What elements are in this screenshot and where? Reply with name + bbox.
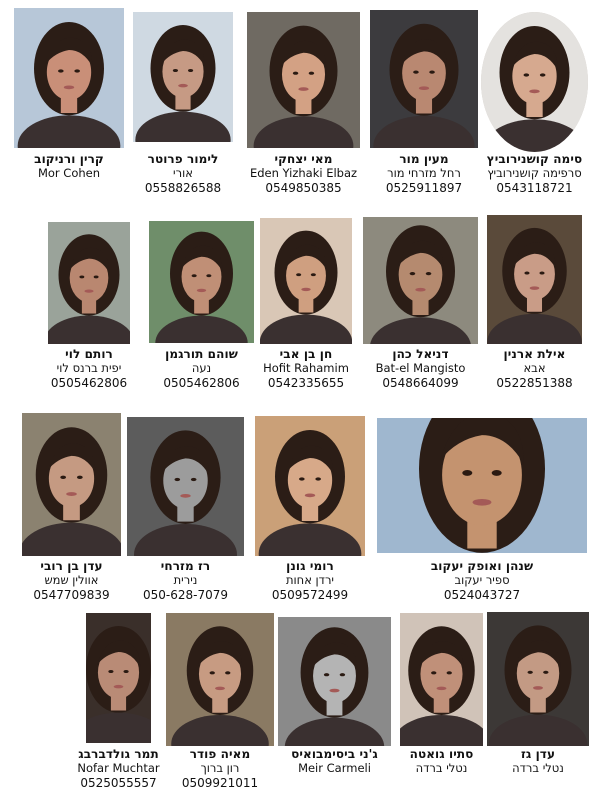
relative-name: נטלי ברדה — [477, 761, 599, 775]
person-caption — [117, 559, 254, 607]
person-name: דניאל כהן — [353, 347, 488, 361]
person-photo — [133, 12, 233, 142]
person-caption — [360, 152, 488, 200]
phone-number[interactable]: 0509921011 — [156, 776, 284, 790]
phone-number[interactable]: 0547709839 — [12, 588, 132, 602]
person-name: שוהם תורגמן — [139, 347, 264, 361]
portrait-graphic — [86, 613, 151, 743]
person-photo — [481, 12, 588, 152]
person-photo — [487, 215, 582, 344]
person-name: רז מזרחי — [117, 559, 254, 573]
portrait-graphic — [133, 12, 233, 142]
phone-number[interactable]: 0525055557 — [59, 776, 179, 790]
person-name: לימור פרוטר — [123, 152, 243, 166]
relative-name: סרפימה קושנירוביץ — [471, 166, 598, 180]
phone-number[interactable]: 0543118721 — [471, 181, 598, 195]
phone-number[interactable]: 050-628-7079 — [117, 588, 254, 602]
portrait-graphic — [255, 416, 365, 556]
portrait-graphic — [247, 12, 360, 148]
person-name: ג'ני ביסימבואיס — [268, 747, 401, 761]
person-photo — [260, 218, 352, 344]
portrait-graphic — [487, 612, 589, 746]
relative-name: ספיר יעקוב — [367, 573, 597, 587]
person-photo — [255, 416, 365, 556]
phone-number[interactable]: 0509572499 — [245, 588, 375, 602]
relative-name: ירדן אחות — [245, 573, 375, 587]
person-photo — [363, 217, 478, 344]
person-name: שנהן ואופק יעקוב — [367, 559, 597, 573]
portrait-graphic — [48, 222, 130, 344]
person-name: אילת ארנין — [475, 347, 595, 361]
relative-name: Nofar Muchtar — [59, 761, 179, 775]
portrait-graphic — [370, 10, 478, 148]
person-name: חן בן אבי — [246, 347, 366, 361]
person-caption — [245, 559, 375, 607]
person-caption — [477, 747, 599, 795]
person-name: רומי גונן — [245, 559, 375, 573]
person-name: עדן גז — [477, 747, 599, 761]
phone-number[interactable]: 0525911897 — [360, 181, 488, 195]
relative-name: Hofit Rahamim — [246, 361, 366, 375]
person-caption — [4, 152, 134, 200]
person-photo — [400, 613, 483, 746]
person-caption — [123, 152, 243, 200]
person-photo — [247, 12, 360, 148]
person-caption — [471, 152, 598, 200]
person-photo — [14, 8, 124, 148]
portrait-graphic — [487, 215, 582, 344]
person-name: עדן בן רובי — [12, 559, 132, 573]
portrait-graphic — [260, 218, 352, 344]
phone-number[interactable]: 0522851388 — [475, 376, 595, 390]
person-caption — [29, 347, 149, 395]
portrait-graphic — [278, 617, 391, 746]
relative-name: אבא — [475, 361, 595, 375]
portrait-graphic — [166, 613, 274, 746]
relative-name: נירית — [117, 573, 254, 587]
portrait-graphic — [363, 217, 478, 344]
relative-name: Mor Cohen — [4, 166, 134, 180]
phone-number[interactable]: 0548664099 — [353, 376, 488, 390]
person-name: סימה קושנירוביץ — [471, 152, 598, 166]
portrait-graphic — [127, 417, 244, 556]
person-name: קרין ורניקוב — [4, 152, 134, 166]
phone-number[interactable]: 0549850385 — [237, 181, 370, 195]
phone-number[interactable]: 0524043727 — [367, 588, 597, 602]
person-caption — [246, 347, 366, 395]
person-name: מעין מור — [360, 152, 488, 166]
relative-name: אוולין שמש — [12, 573, 132, 587]
person-photo — [370, 10, 478, 148]
relative-name: אורי — [123, 166, 243, 180]
person-photo — [48, 222, 130, 344]
person-caption — [353, 347, 488, 395]
person-caption — [475, 347, 595, 395]
person-photo — [278, 617, 391, 746]
phone-number[interactable]: 0542335655 — [246, 376, 366, 390]
relative-name: רחל מזרחי מור — [360, 166, 488, 180]
person-photo — [166, 613, 274, 746]
phone-number[interactable]: 0558826588 — [123, 181, 243, 195]
person-caption — [156, 747, 284, 795]
person-photo — [127, 417, 244, 556]
person-photo — [149, 221, 254, 343]
portrait-graphic — [400, 613, 483, 746]
relative-name: Bat-el Mangisto — [353, 361, 488, 375]
person-caption — [237, 152, 370, 200]
relative-name: Eden Yizhaki Elbaz — [237, 166, 370, 180]
relative-name: נעה — [139, 361, 264, 375]
phone-number[interactable]: 0505462806 — [139, 376, 264, 390]
relative-name: יפית ברנס לוי — [29, 361, 149, 375]
portrait-graphic — [22, 413, 121, 556]
person-photo — [86, 613, 151, 743]
person-name: מאי יצחקי — [237, 152, 370, 166]
person-name: מאיה פודר — [156, 747, 284, 761]
person-caption — [12, 559, 132, 607]
person-name: רותם לוי — [29, 347, 149, 361]
relative-name: Meir Carmeli — [268, 761, 401, 775]
portrait-graphic — [14, 8, 124, 148]
person-name: סתיו גואטה — [382, 747, 502, 761]
person-photo — [377, 418, 587, 553]
person-name: תמר גולדברבג — [59, 747, 179, 761]
person-photo — [487, 612, 589, 746]
relative-name: נטלי ברדה — [382, 761, 502, 775]
phone-number[interactable]: 0505462806 — [29, 376, 149, 390]
person-caption — [367, 559, 597, 607]
portrait-graphic — [481, 12, 588, 152]
relative-name: רון ברוך — [156, 761, 284, 775]
person-photo — [22, 413, 121, 556]
portrait-graphic — [377, 418, 587, 553]
portrait-graphic — [149, 221, 254, 343]
